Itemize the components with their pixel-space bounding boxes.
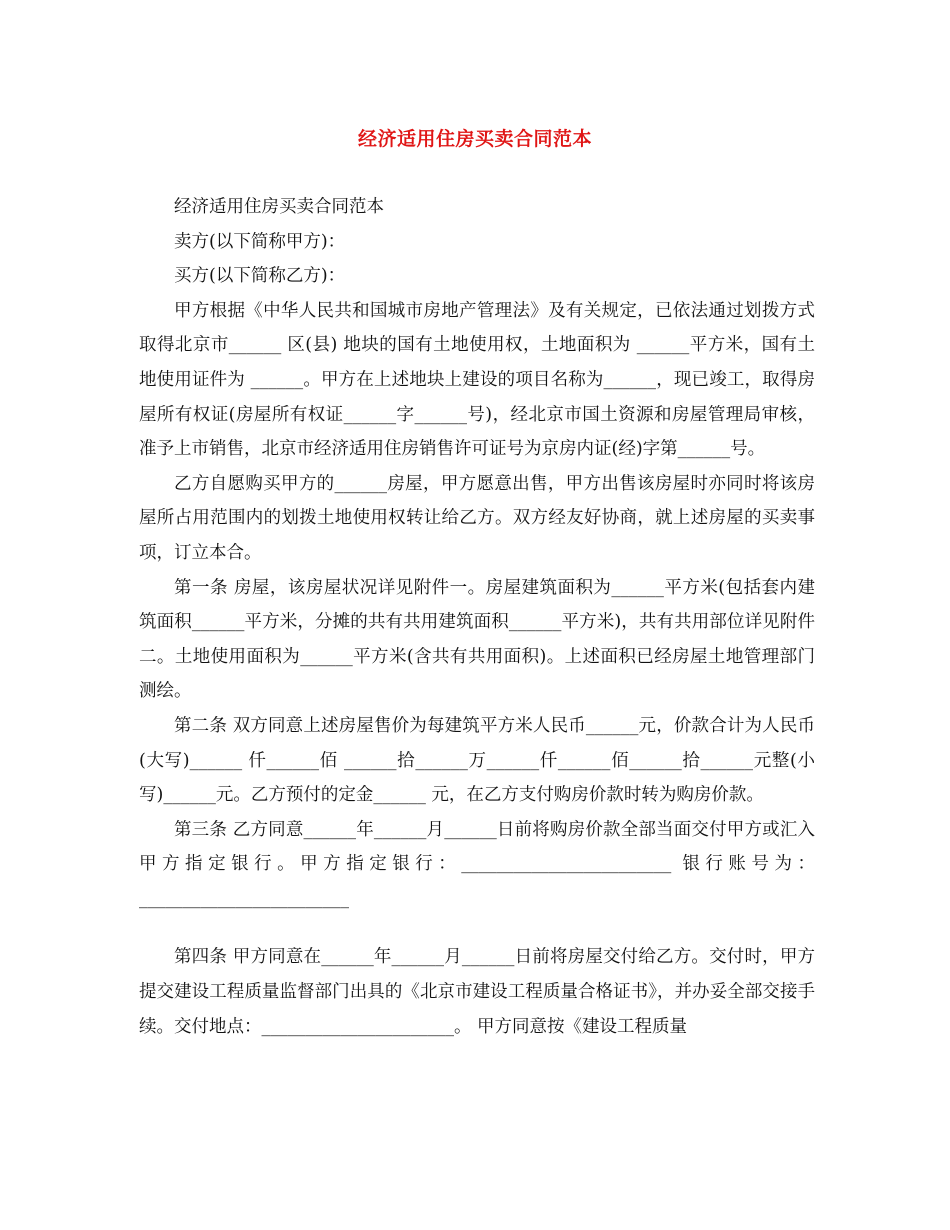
document-title: 经济适用住房买卖合同范本: [357, 128, 592, 150]
paragraph-article-1: 第一条 房屋，该房屋状况详见附件一。房屋建筑面积为______平方米(包括套内建筑面积______平方米，分摊的共有共用建筑面积______平方米)，共有共用部位详见附件二。土地使用面积为______平方米(含共有共用面积)。上述面积已经房屋土地管理部门测绘。: [139, 577, 815, 702]
paragraph-article-3: 第三条 乙方同意______年______月______日前将购房价款全部当面交付甲方或汇入甲方指定银行。甲方指定银行：________________________ 银行账号为：________________________: [139, 819, 815, 909]
paragraph-seller: 卖方(以下简称甲方)：: [174, 231, 346, 252]
paragraph-preamble: 甲方根据《中华人民共和国城市房地产管理法》及有关规定，已依法通过划拨方式取得北京市______ 区(县) 地块的国有土地使用权，土地面积为 ______平方米，国有土地使用证件为 ______。甲方在上述地块上建设的项目名称为______，现已竣工，取得房屋所有权证(房屋所有权证______字______号)，经北京市国土资源和房屋管理局审核，准予上市销售，北京市经济适用住房销售许可证号为京房内证(经)字第______号。: [139, 300, 815, 460]
paragraph-article-4: 第四条 甲方同意在______年______月______日前将房屋交付给乙方。交付时，甲方提交建设工程质量监督部门出具的《北京市建设工程质量合格证书》，并办妥全部交接手续。交付地点：______________________。 甲方同意按《建设工程质量: [139, 947, 815, 1037]
paragraph-article-2: 第二条 双方同意上述房屋售价为每建筑平方米人民币______元，价款合计为人民币(大写)______ 仟______佰 ______拾______万______仟______佰______拾______元整(小写)______元。乙方预付的定金______ 元，在乙方支付购房价款时转为购房价款。: [139, 715, 815, 806]
paragraph-intent: 乙方自愿购买甲方的______房屋，甲方愿意出售，甲方出售该房屋时亦同时将该房屋所占用范围内的划拨土地使用权转让给乙方。双方经友好协商，就上述房屋的买卖事项，订立本合。: [139, 473, 815, 563]
document-body: [139, 190, 815, 1044]
paragraph-heading: 经济适用住房买卖合同范本: [174, 197, 384, 217]
paragraph-buyer: 买方(以下简称乙方)：: [174, 266, 346, 287]
